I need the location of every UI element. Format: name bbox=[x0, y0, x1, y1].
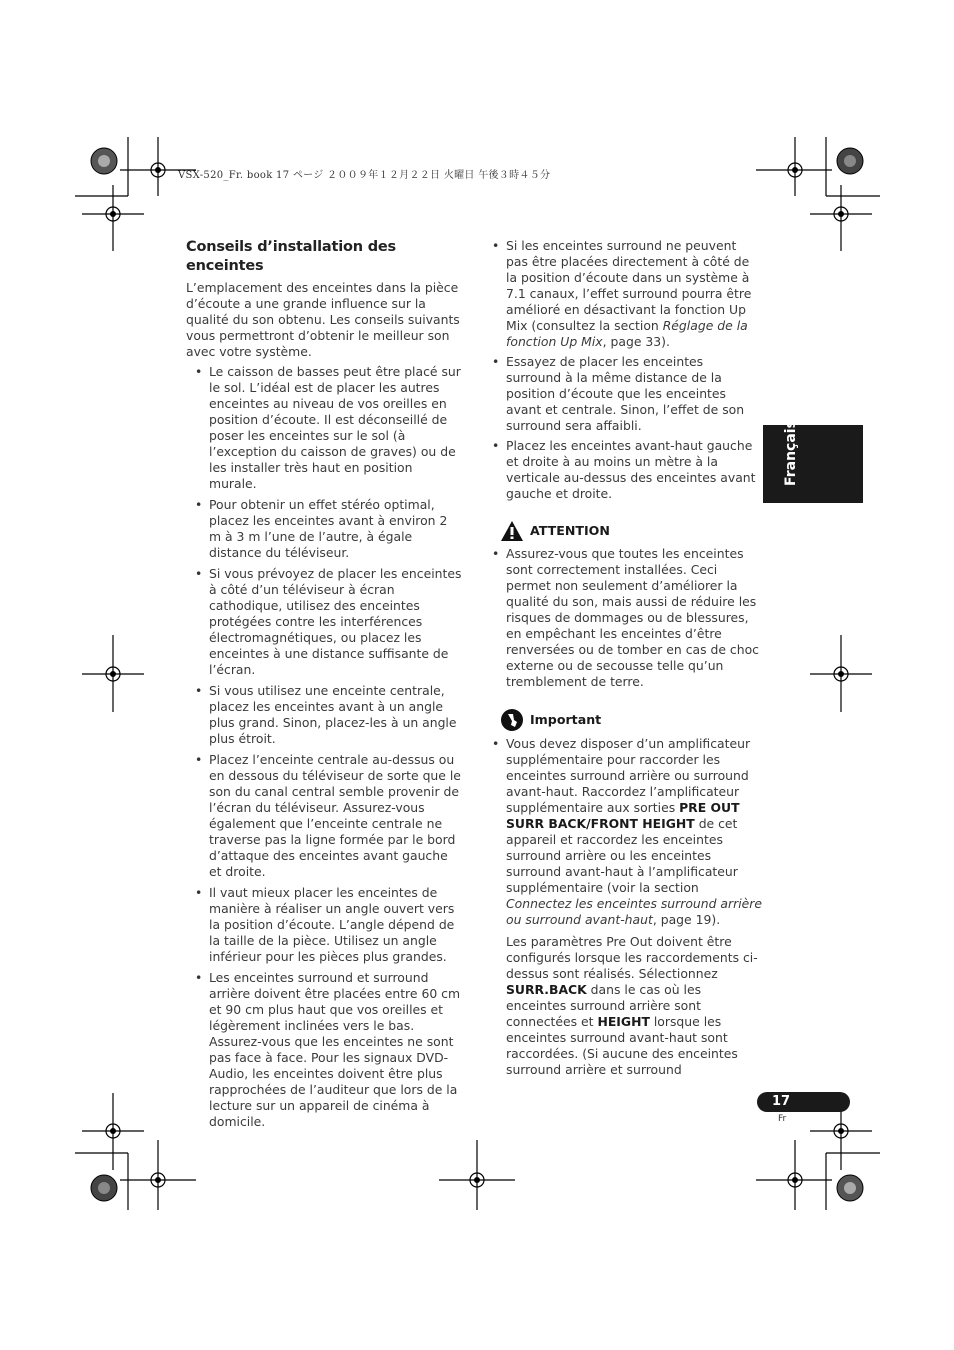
language-tab bbox=[763, 420, 863, 503]
attention-heading bbox=[500, 520, 762, 542]
page-language-code: Fr bbox=[778, 1114, 787, 1124]
list-item: • Les enceintes surround et surround arrière doivent être placées entre 60 cm et 90 cm plus haut que vos oreilles et légèrement inclinées vers le bas. Assurez-vous que les enceintes ne sont pas face à face. Pour les signaux DVD-Audio, les enceintes doivent être plus rapprochées de l’auditeur que lors de la lecture sur un appareil de cinéma à domicile. bbox=[209, 970, 462, 1130]
list-item: • Vous devez disposer d’un amplificateur supplémentaire pour raccorder les enceintes surround arrière ou surround avant-haut. Raccordez l’amplificateur supplémentaire aux sorties PRE OUT SURR BACK/FRONT HEIGHT de cet appareil et raccordez les enceintes surround arrière ou les enceintes surround avant-haut à l’amplificateur supplémentaire (voir la section Connectez les enceintes surround arrière ou surround avant-haut, page 19). bbox=[506, 736, 762, 928]
list-item: • Placez l’enceinte centrale au-dessus ou en dessous du téléviseur de sorte que le son du canal central semble provenir de l’écran du téléviseur. Assurez-vous également que l’enceinte centrale ne traverse pas la ligne formée par le bord d’attaque des enceintes avant gauche et droite. bbox=[209, 752, 462, 880]
important-hand-icon bbox=[500, 708, 524, 732]
file-info-line: VSX-520_Fr. book 17 ページ ２００９年１２月２２日 火曜日 午後３時４５分 bbox=[178, 170, 551, 181]
important-heading bbox=[500, 708, 762, 732]
important-label: Important bbox=[530, 712, 602, 727]
list-item: • Si les enceintes surround ne peuvent pas être placées directement à côté de la position d’écoute dans un système à 7.1 canaux, l’effet surround pourra être amélioré en désactivant la fonction Up Mix (consultez la section Réglage de la fonction Up Mix, page 33). bbox=[506, 238, 762, 350]
list-item: • Il vaut mieux placer les enceintes de manière à réaliser un angle ouvert vers la position d’écoute. L’angle dépend de la taille de la pièce. Utilisez un angle inférieur pour les pièces plus grandes. bbox=[209, 885, 462, 965]
important-paragraph: Les paramètres Pre Out doivent être configurés lorsque les raccordements ci-dessus sont réalisés. Sélectionnez SURR.BACK dans le cas où les enceintes surround arrière sont connectées et HEIGHT lorsque les enceintes surround avant-haut sont raccordées. (Si aucune des enceintes surround arrière et surround bbox=[506, 934, 758, 1077]
cross-reference: Réglage de la fonction Up Mix bbox=[506, 318, 748, 349]
list-item: • Le caisson de basses peut être placé sur le sol. L’idéal est de placer les autres enceintes au niveau de vos oreilles en position d’écoute. Il est déconseillé de poser les enceintes sur le sol (à l’exception du caisson de graves) ou de les installer très haut en position murale. bbox=[209, 364, 462, 492]
list-item: • Si vous prévoyez de placer les enceintes à côté d’un téléviseur à écran cathodique, utilisez des enceintes protégées contre les interférences électromagnétiques, ou placez les enceintes à une distance suffisante de l’écran. bbox=[209, 566, 462, 678]
list-item: • Pour obtenir un effet stéréo optimal, placez les enceintes avant à environ 2 m à 3 m l’une de l’autre, à égale distance du téléviseur. bbox=[209, 497, 462, 561]
list-item: • Placez les enceintes avant-haut gauche et droite à au moins un mètre à la verticale au-dessus des enceintes avant gauche et droite. bbox=[506, 438, 762, 502]
warning-triangle-icon bbox=[500, 520, 524, 542]
page-number: 17 bbox=[772, 1094, 791, 1109]
list-item: • Assurez-vous que toutes les enceintes sont correctement installées. Ceci permet non seulement d’améliorer la qualité du son, mais aussi de réduire les risques de dommages ou de blessures, en empêchant les enceintes d’être renversées ou de tomber en cas de choc externe ou de secousse telle qu’un tremblement de terre. bbox=[506, 546, 762, 690]
cross-reference: Connectez les enceintes surround arrière ou surround avant-haut bbox=[506, 896, 762, 927]
right-bullet-list bbox=[492, 238, 762, 502]
language-label: Français bbox=[783, 420, 799, 486]
left-column bbox=[186, 238, 462, 1135]
right-column bbox=[492, 238, 762, 1078]
section-intro: L’emplacement des enceintes dans la pièce d’écoute a une grande influence sur la qualité du son obtenu. Les conseils suivants vous permettront d’obtenir le meilleur son avec votre système. bbox=[186, 280, 460, 359]
list-item: • Essayez de placer les enceintes surround à la même distance de la position d’écoute que les enceintes avant et centrale. Sinon, l’effet de son surround sera affaibli. bbox=[506, 354, 762, 434]
attention-list bbox=[492, 546, 762, 690]
left-bullet-list bbox=[186, 364, 462, 1130]
list-item: • Si vous utilisez une enceinte centrale, placez les enceintes avant à un angle plus grand. Sinon, placez-les à un angle plus étroit. bbox=[209, 683, 462, 747]
important-list bbox=[492, 736, 762, 928]
attention-label: ATTENTION bbox=[530, 523, 610, 538]
section-title: Conseils d’installation des enceintes bbox=[186, 239, 396, 274]
page-number-badge bbox=[757, 1092, 850, 1112]
